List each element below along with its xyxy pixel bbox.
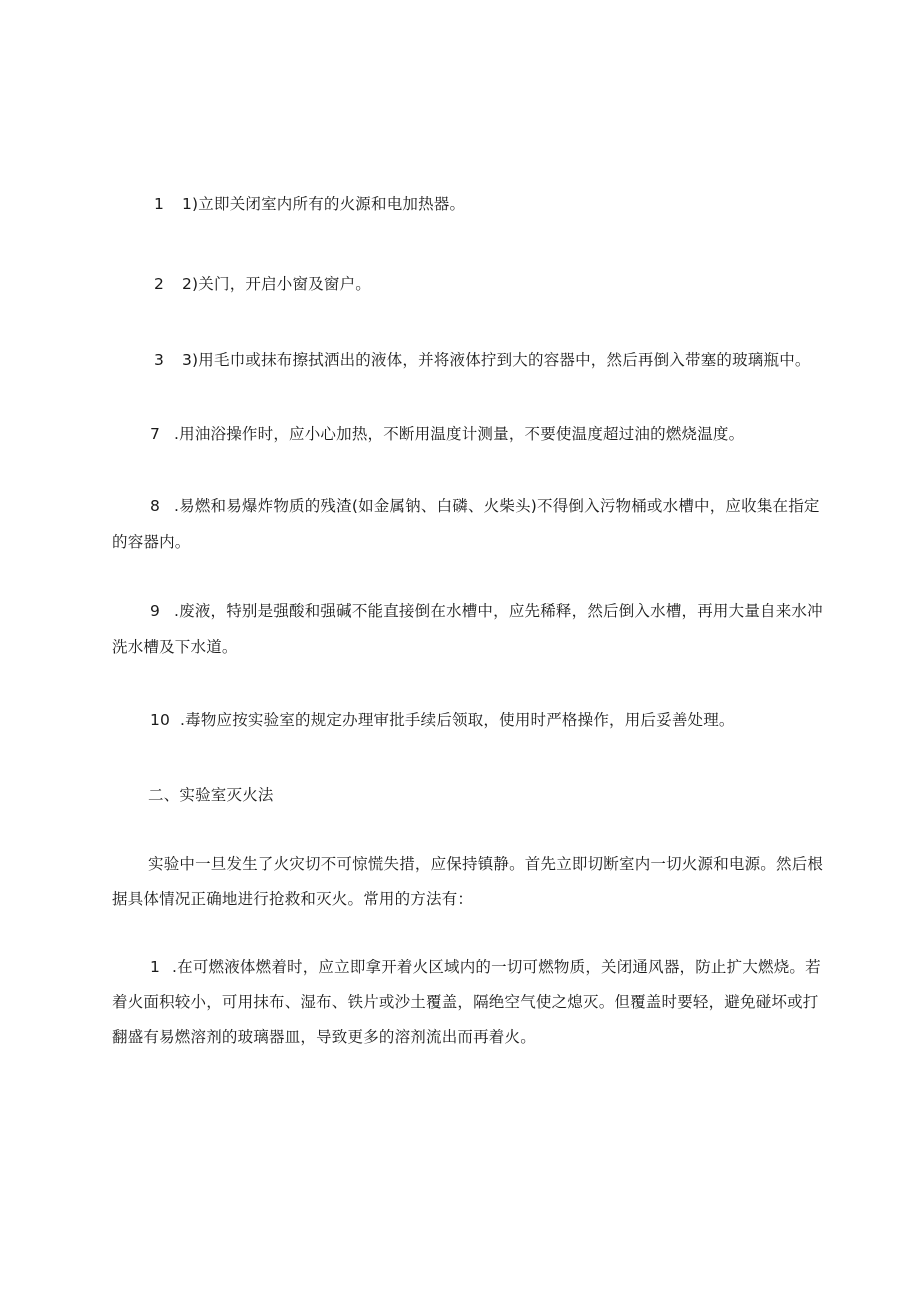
list-item	[150, 710, 735, 730]
item-text: 2)关门，开启小窗及窗户。	[182, 275, 372, 293]
list-item	[150, 496, 820, 516]
item-number: 3	[154, 351, 165, 369]
list-item	[150, 601, 823, 621]
item-text: .易燃和易爆炸物质的残渣(如金属钠、白磷、火柴头)不得倒入污物桶或水槽中，应收集在指定	[174, 497, 820, 515]
intro-paragraph-line: 据具体情况正确地进行抢救和灭火。常用的方法有：	[112, 890, 474, 908]
item-text-continuation: 洗水槽及下水道。	[112, 638, 238, 656]
intro-paragraph-line: 实验中一旦发生了火灾切不可惊慌失措，应保持镇静。首先立即切断室内一切火源和电源。然后根	[148, 855, 824, 873]
item-number: 1	[150, 958, 161, 976]
item-text-continuation: 翻盛有易燃溶剂的玻璃器皿，导致更多的溶剂流出而再着火。	[112, 1028, 536, 1046]
item-number: 10	[150, 711, 171, 729]
method-item	[150, 957, 821, 977]
item-number: 2	[154, 275, 165, 293]
item-text-continuation: 的容器内。	[112, 533, 191, 551]
item-number: 8	[150, 497, 161, 515]
list-item	[154, 194, 465, 214]
list-item	[150, 424, 744, 444]
item-text-continuation: 着火面积较小，可用抹布、湿布、铁片或沙土覆盖，隔绝空气使之熄灭。但覆盖时要轻，避免碰坏或打	[112, 993, 819, 1011]
item-text: .废液，特别是强酸和强碱不能直接倒在水槽中，应先稀释，然后倒入水槽，再用大量自来水冲	[174, 602, 823, 620]
item-number: 1	[154, 195, 165, 213]
item-number: 7	[150, 425, 161, 443]
item-text: 3)用毛巾或抹布擦拭洒出的液体，并将液体拧到大的容器中，然后再倒入带塞的玻璃瓶中。	[182, 351, 811, 369]
item-text: .用油浴操作时，应小心加热，不断用温度计测量，不要使温度超过油的燃烧温度。	[174, 425, 745, 443]
item-text: .在可燃液体燃着时，应立即拿开着火区域内的一切可燃物质，关闭通风器，防止扩大燃烧。若	[172, 958, 821, 976]
list-item	[154, 274, 371, 294]
item-text: 1)立即关闭室内所有的火源和电加热器。	[182, 195, 466, 213]
section-heading: 二、实验室灭火法	[148, 786, 274, 804]
item-number: 9	[150, 602, 161, 620]
list-item	[154, 350, 811, 370]
item-text: .毒物应按实验室的规定办理审批手续后领取，使用时严格操作，用后妥善处理。	[180, 711, 735, 729]
